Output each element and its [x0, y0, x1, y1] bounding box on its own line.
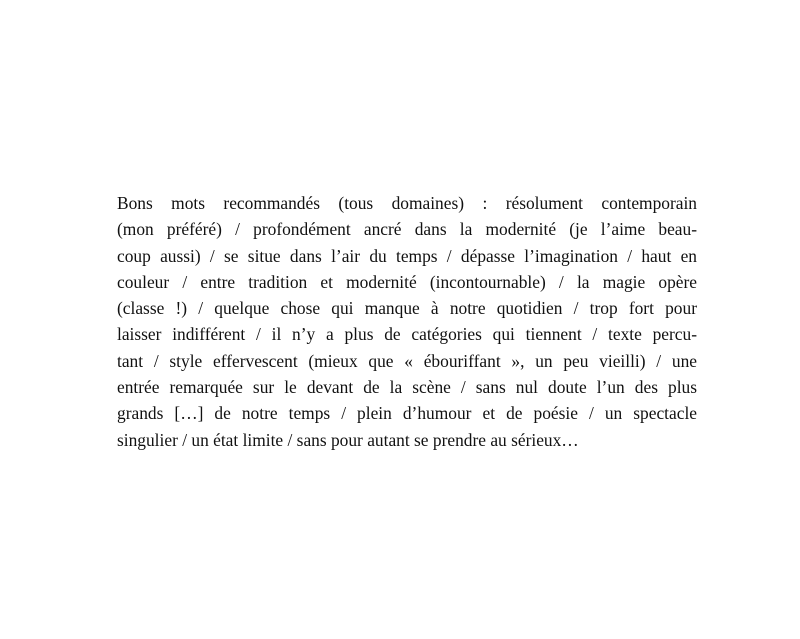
body-paragraph	[117, 190, 697, 453]
paragraph-line-7: tant / style effervescent (mieux que « ébouriffant », un peu vieilli) / une	[117, 350, 697, 371]
paragraph-line-1: Bons mots recommandés (tous domaines) : résolument contemporain	[117, 193, 697, 213]
paragraph-line-4: couleur / entre tradition et modernité (incontournable) / la magie opère	[117, 271, 697, 292]
paragraph-line-8: entrée remarquée sur le devant de la scène / sans nul doute l’un des plus	[117, 377, 697, 398]
paragraph-line-5: (classe !) / quelque chose qui manque à notre quotidien / trop fort pour	[117, 298, 697, 319]
paragraph-line-9: grands […] de notre temps / plein d’humour et de poésie / un spectacle	[117, 403, 697, 424]
paragraph-line-2: (mon préféré) / profondément ancré dans la modernité (je l’aime beau-	[117, 219, 697, 240]
paragraph-line-3: coup aussi) / se situe dans l’air du temps / dépasse l’imagination / haut en	[117, 245, 697, 266]
paragraph-line-10: singulier / un état limite / sans pour autant se prendre au sérieux…	[117, 429, 579, 450]
paragraph-line-6: laisser indifférent / il n’y a plus de catégories qui tiennent / texte percu-	[117, 324, 697, 345]
